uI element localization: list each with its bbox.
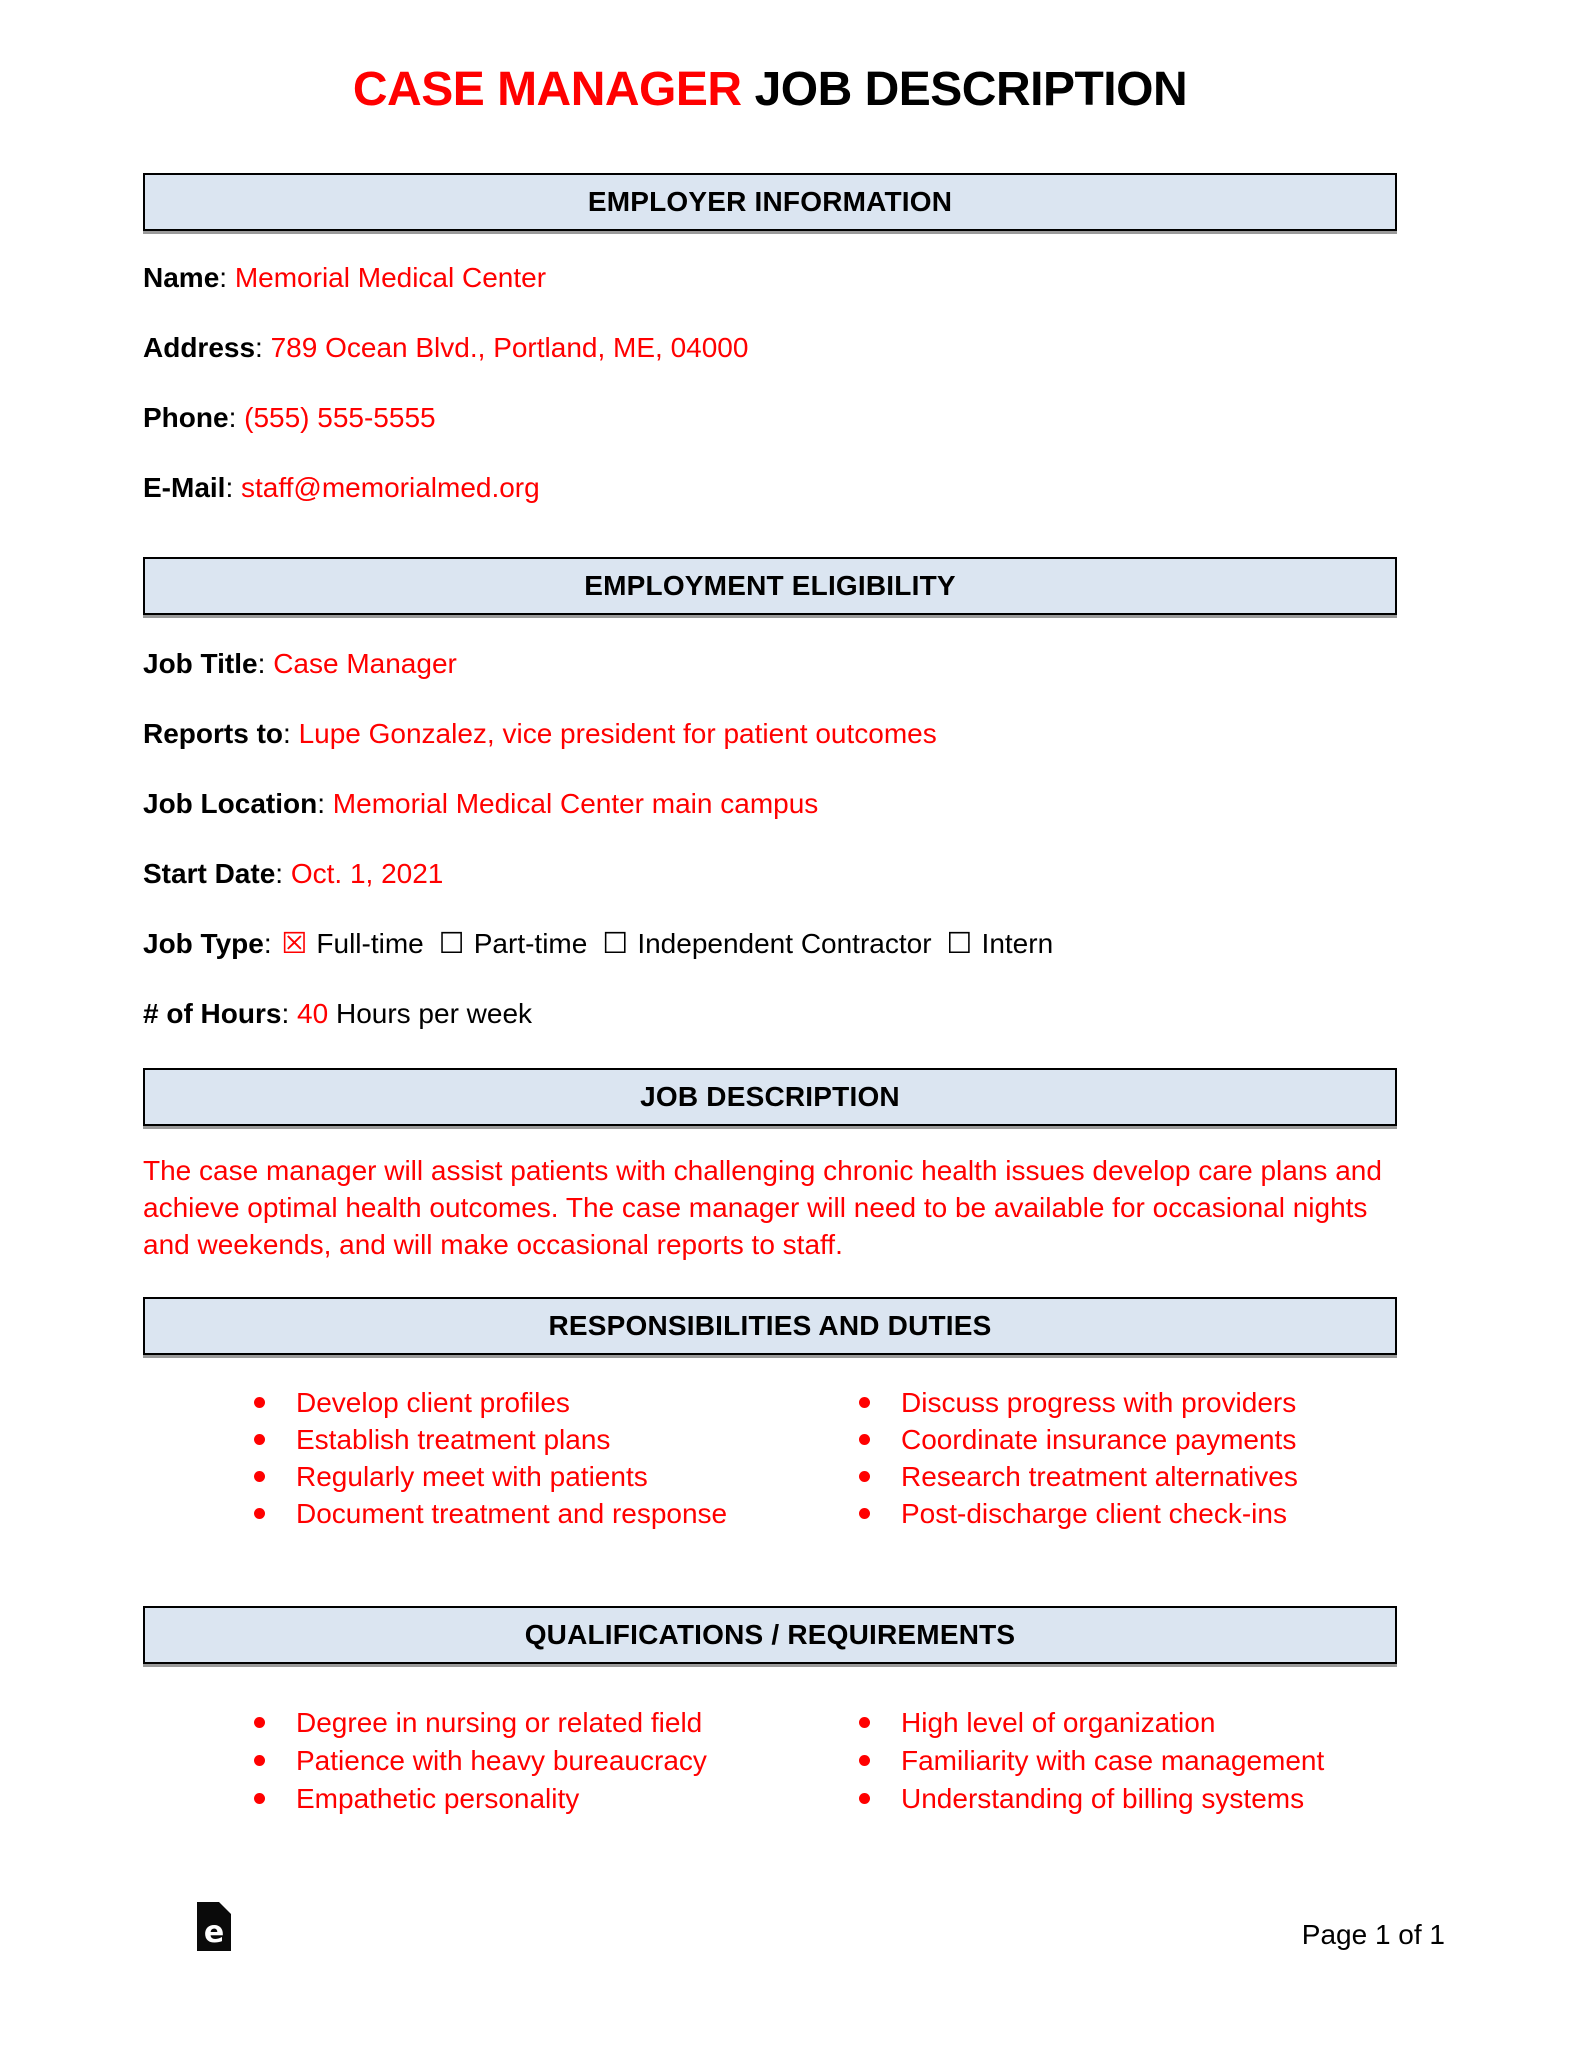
section-header-qualifications: QUALIFICATIONS / REQUIREMENTS [143, 1606, 1397, 1664]
bullet-icon [859, 1397, 870, 1408]
bullet-icon [859, 1471, 870, 1482]
checkbox-checked-icon: ☒ [281, 925, 308, 960]
eforms-logo-letter: e [203, 1915, 225, 1950]
field-value: staff@memorialmed.org [241, 471, 540, 503]
list-item-text: Discuss progress with providers [901, 1386, 1297, 1418]
field-phone [143, 402, 1397, 433]
field-value: 40 [297, 997, 329, 1029]
field-start-date [143, 858, 1397, 889]
list-item [858, 1704, 1397, 1742]
field-label: Name [143, 261, 220, 293]
list-item [253, 1384, 858, 1421]
list-item-text: High level of organization [901, 1706, 1216, 1738]
field-label: Job Type [143, 927, 264, 959]
field-label: Reports to [143, 717, 283, 749]
field-value: Oct. 1, 2021 [290, 857, 444, 889]
list-item-text: Degree in nursing or related field [296, 1706, 703, 1738]
field-label: # of Hours [143, 997, 282, 1029]
page-title [143, 0, 1397, 117]
bullet-icon [254, 1717, 265, 1728]
section-header-employer-information: EMPLOYER INFORMATION [143, 173, 1397, 231]
field-address [143, 332, 1397, 363]
job-description-text: The case manager will assist patients with challenging chronic health issues develop care plans and achieve optimal health outcomes. The case manager will need to be available for occasional nights and weekends, and will make occasional reports to staff. [143, 1154, 1382, 1260]
list-item [858, 1495, 1397, 1532]
colon: : [228, 401, 245, 433]
bullet-icon [254, 1508, 265, 1519]
list-item [858, 1384, 1397, 1421]
field-value: Lupe Gonzalez, vice president for patient outcomes [298, 717, 937, 749]
bullet-icon [859, 1793, 870, 1804]
checkbox-unchecked-icon: ☐ [602, 925, 629, 960]
section-header-job-description: JOB DESCRIPTION [143, 1068, 1397, 1126]
bullet-icon [254, 1755, 265, 1766]
responsibilities-column-left [253, 1384, 858, 1532]
list-item-text: Establish treatment plans [296, 1423, 611, 1455]
bullet-icon [254, 1397, 265, 1408]
field-value: Memorial Medical Center [234, 261, 547, 293]
field-email [143, 472, 1397, 503]
bullet-icon [859, 1755, 870, 1766]
colon: : [275, 857, 291, 889]
field-hours [143, 998, 1397, 1029]
list-item-text: Coordinate insurance payments [901, 1423, 1297, 1455]
field-value: (555) 555-5555 [244, 401, 436, 433]
page-number: Page 1 of 1 [1301, 1919, 1445, 1950]
bullet-icon [254, 1471, 265, 1482]
colon: : [257, 647, 274, 679]
field-value: Memorial Medical Center main campus [332, 787, 819, 819]
list-item [858, 1780, 1397, 1818]
section-header-employment-eligibility: EMPLOYMENT ELIGIBILITY [143, 557, 1397, 615]
field-label: Address [143, 331, 256, 363]
colon: : [281, 997, 298, 1029]
bullet-icon [859, 1434, 870, 1445]
job-type-option-label: Part-time [473, 927, 588, 959]
job-type-option-label: Full-time [316, 927, 424, 959]
colon: : [317, 787, 333, 819]
field-job-location [143, 788, 1397, 819]
field-label: Phone [143, 401, 229, 433]
list-item-text: Develop client profiles [296, 1386, 570, 1418]
field-label: Start Date [143, 857, 276, 889]
qualifications-column-right [858, 1704, 1397, 1818]
page-title-rest: JOB DESCRIPTION [754, 63, 1188, 116]
qualifications-list [143, 1704, 1397, 1818]
list-item-text: Document treatment and response [296, 1497, 728, 1529]
list-item [253, 1458, 858, 1495]
page-title-highlight: CASE MANAGER [352, 63, 742, 116]
field-label: E-Mail [143, 471, 226, 503]
checkbox-unchecked-icon: ☐ [438, 925, 465, 960]
list-item-text: Research treatment alternatives [901, 1460, 1298, 1492]
responsibilities-column-right [858, 1384, 1397, 1532]
responsibilities-list [143, 1384, 1397, 1532]
list-item-text: Regularly meet with patients [296, 1460, 648, 1492]
job-type-option-label: Independent Contractor [637, 927, 932, 959]
field-job-title [143, 648, 1397, 679]
field-name [143, 262, 1397, 293]
field-label: Job Title [143, 647, 258, 679]
list-item [253, 1421, 858, 1458]
list-item-text: Understanding of billing systems [901, 1782, 1305, 1814]
hours-suffix: Hours per week [328, 997, 533, 1029]
eforms-logo [197, 1902, 231, 1951]
list-item-text: Patience with heavy bureaucracy [296, 1744, 707, 1776]
list-item [858, 1458, 1397, 1495]
qualifications-column-left [253, 1704, 858, 1818]
list-item-text: Familiarity with case management [901, 1744, 1325, 1776]
job-type-option-label: Intern [981, 927, 1054, 959]
list-item [858, 1742, 1397, 1780]
colon: : [283, 717, 299, 749]
list-item [858, 1421, 1397, 1458]
bullet-icon [254, 1434, 265, 1445]
bullet-icon [254, 1793, 265, 1804]
field-value: Case Manager [273, 647, 457, 679]
list-item [253, 1780, 858, 1818]
field-reports-to [143, 718, 1397, 749]
bullet-icon [859, 1508, 870, 1519]
field-job-type [143, 925, 1397, 960]
list-item [253, 1704, 858, 1742]
list-item-text: Post-discharge client check-ins [901, 1497, 1287, 1529]
document-content [143, 0, 1397, 1818]
list-item [253, 1495, 858, 1532]
field-label: Job Location [143, 787, 318, 819]
bullet-icon [859, 1717, 870, 1728]
colon: : [219, 261, 235, 293]
field-value: 789 Ocean Blvd., Portland, ME, 04000 [270, 331, 749, 363]
section-header-responsibilities: RESPONSIBILITIES AND DUTIES [143, 1297, 1397, 1355]
page-fold-icon [219, 1902, 231, 1914]
list-item [253, 1742, 858, 1780]
colon: : [255, 331, 271, 363]
list-item-text: Empathetic personality [296, 1782, 580, 1814]
colon: : [263, 927, 280, 959]
colon: : [225, 471, 242, 503]
checkbox-unchecked-icon: ☐ [946, 925, 973, 960]
